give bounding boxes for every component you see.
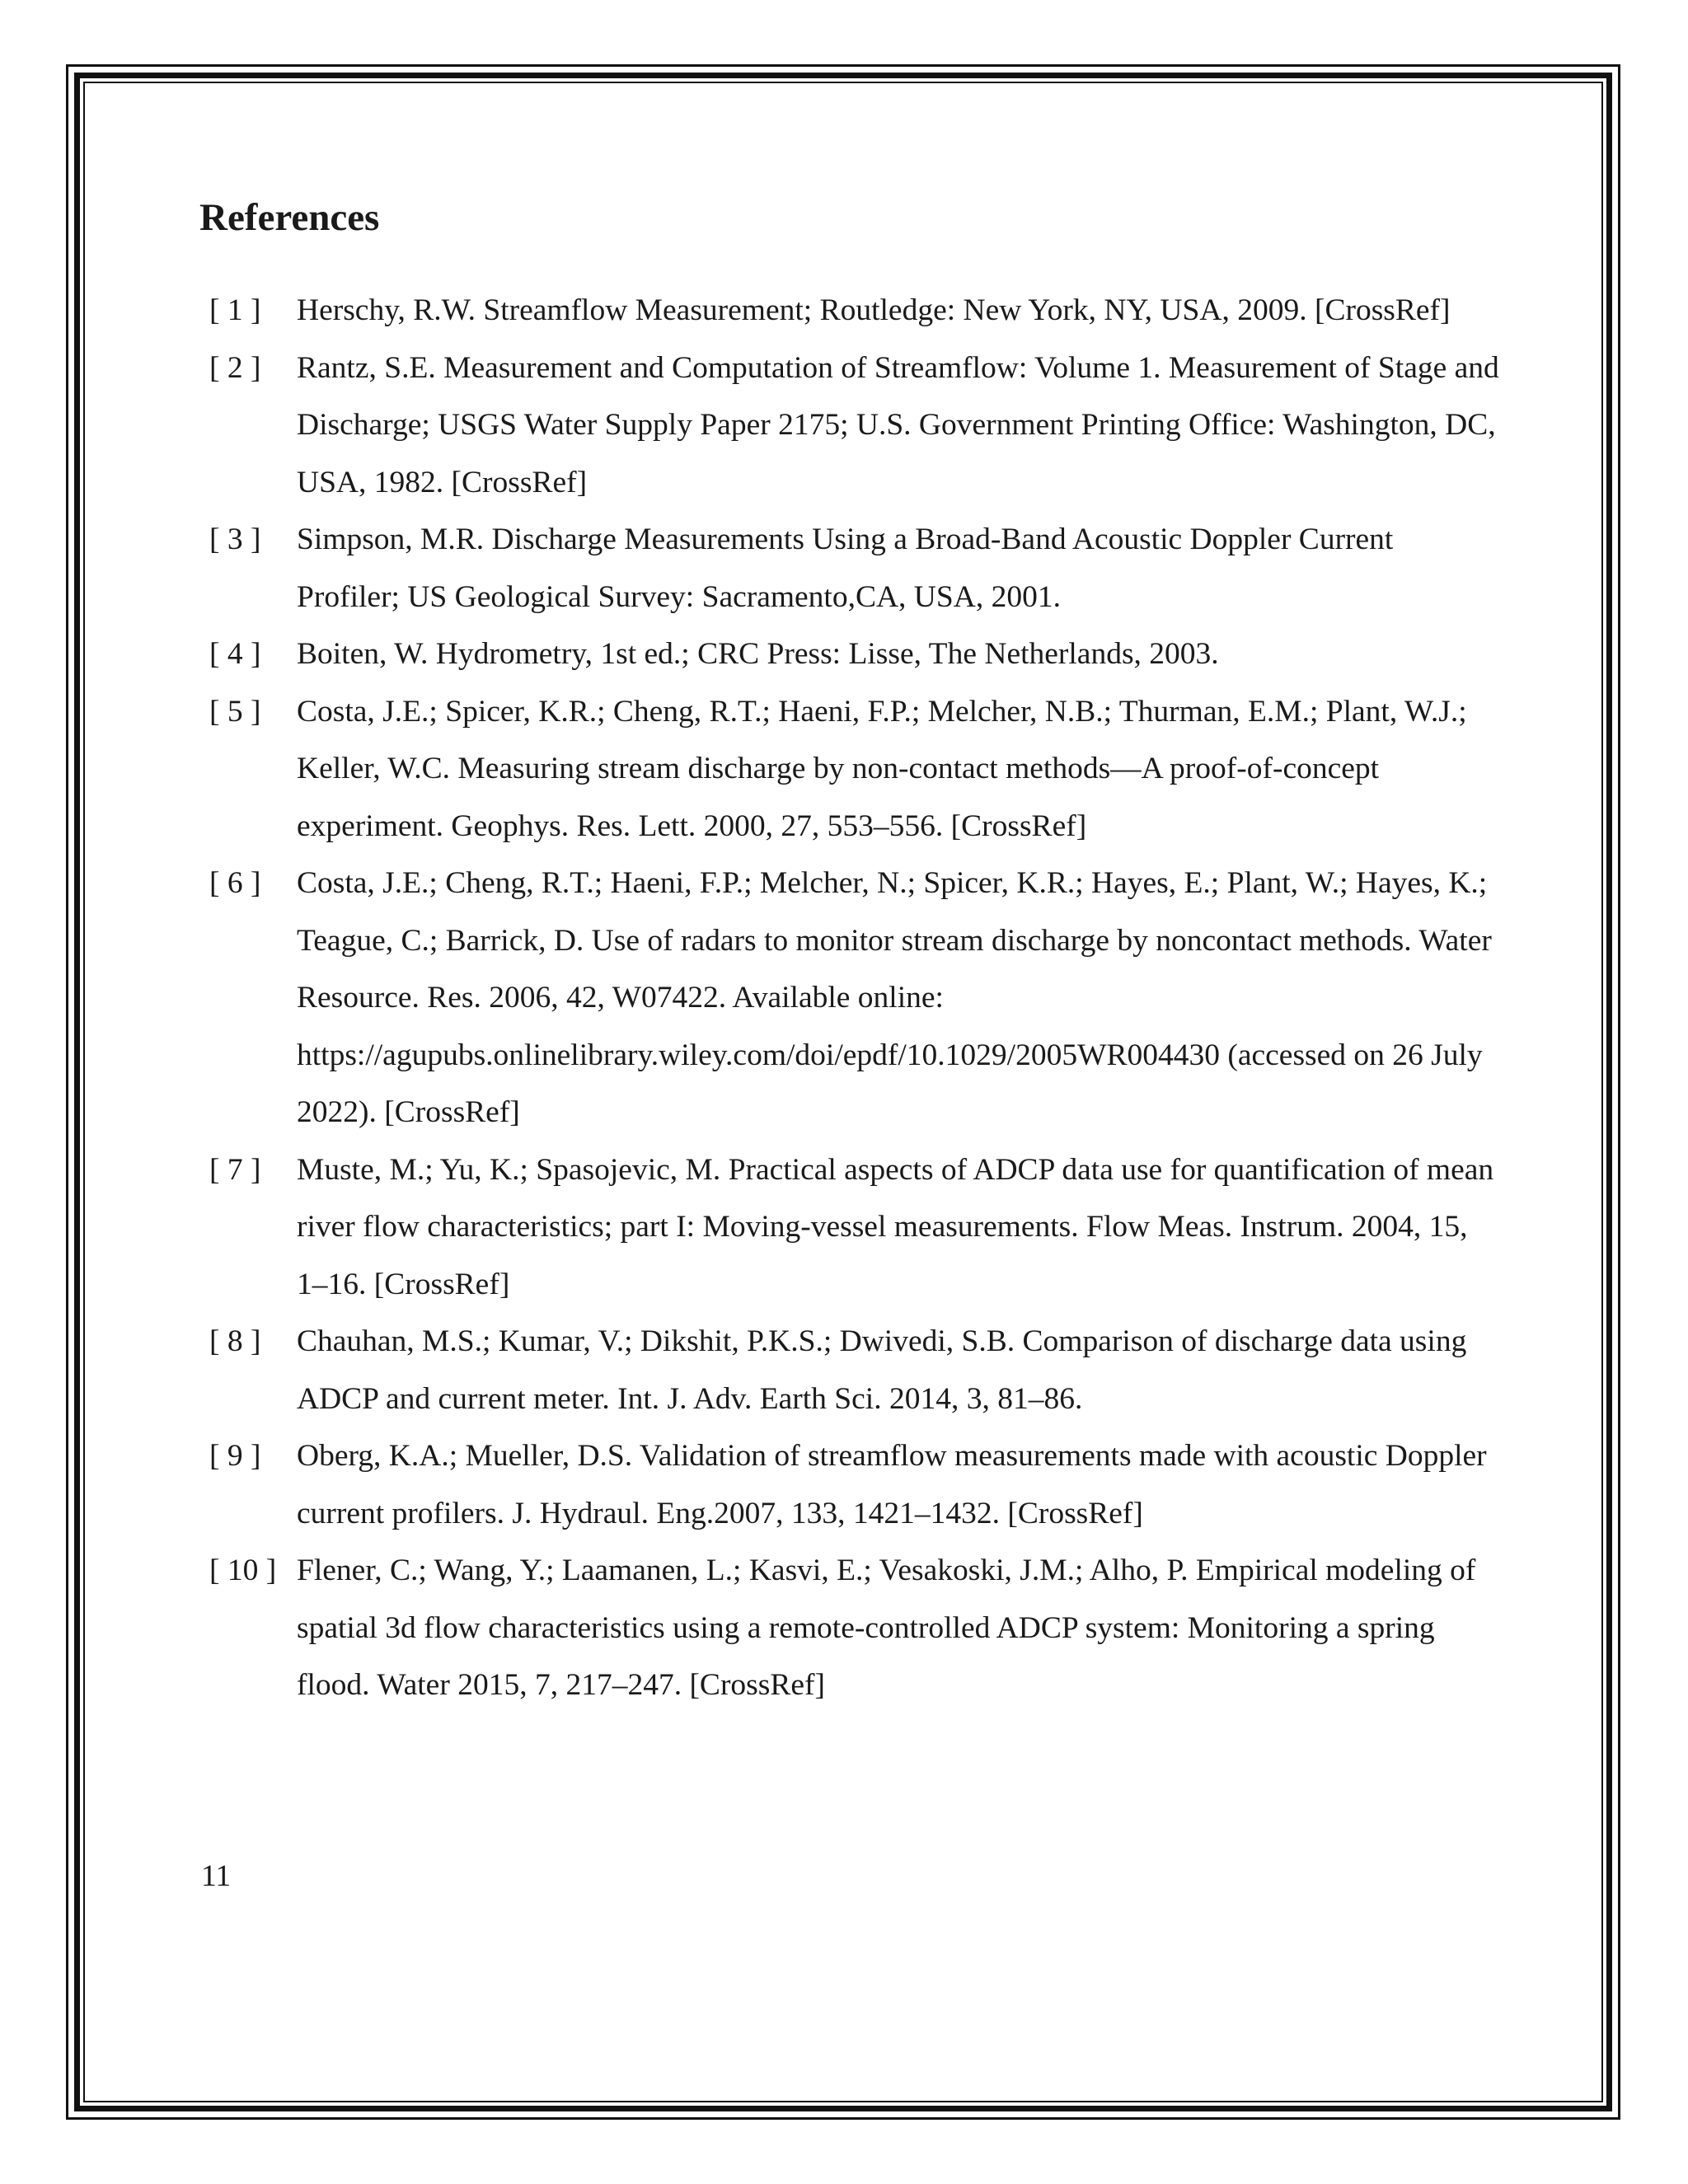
reference-text: Costa, J.E.; Cheng, R.T.; Haeni, F.P.; Melcher, N.; Spicer, K.R.; Hayes, E.; Plant, W.; Hayes, K.; Teague, C.; Barrick, D. Use of radars to monitor stream discharge by noncontact methods. Water Resource. Res. 2006, 42, W07422. Available online: https://agupubs.onlinelibrary.wiley.com/doi/epdf/10.1029/2005WR004430 (accessed on 26 July 2022). [CrossRef] [297,866,1492,1129]
reference-number: [ 3 ] [209,523,261,556]
reference-number: [ 6 ] [209,866,261,900]
reference-item-8 [199,1313,1502,1427]
reference-item-10 [199,1542,1502,1714]
reference-item-5 [199,683,1502,855]
page-number: 11 [201,1859,232,1893]
reference-text: Chauhan, M.S.; Kumar, V.; Dikshit, P.K.S.; Dwivedi, S.B. Comparison of discharge data using ADCP and current meter. Int. J. Adv. Earth Sci. 2014, 3, 81–86. [297,1324,1467,1416]
reference-number: [ 7 ] [209,1152,261,1187]
page-title: References [199,196,380,239]
reference-number: [ 5 ] [209,694,261,729]
reference-item-1 [199,282,1502,340]
reference-number: [ 9 ] [209,1439,261,1473]
reference-text: Boiten, W. Hydrometry, 1st ed.; CRC Press: Lisse, The Netherlands, 2003. [297,637,1219,671]
reference-text: Rantz, S.E. Measurement and Computation of Streamflow: Volume 1. Measurement of Stage and Discharge; USGS Water Supply Paper 2175; U.S. Government Printing Office: Washington, DC, USA, 1982. [CrossRef] [297,350,1499,499]
reference-item-4 [199,626,1502,683]
reference-list [199,282,1502,1714]
reference-text: Simpson, M.R. Discharge Measurements Using a Broad-Band Acoustic Doppler Current Profiler; US Geological Survey: Sacramento,CA, USA, 2001. [297,523,1394,614]
reference-item-3 [199,511,1502,626]
reference-text: Oberg, K.A.; Mueller, D.S. Validation of streamflow measurements made with acoustic Doppler current profilers. J. Hydraul. Eng.2007, 133, 1421–1432. [CrossRef] [297,1439,1487,1530]
reference-text: Costa, J.E.; Spicer, K.R.; Cheng, R.T.; Haeni, F.P.; Melcher, N.B.; Thurman, E.M.; Plant, W.J.; Keller, W.C. Measuring stream discharge by non-contact methods—A proof-of-concept experiment. Geophys. Res. Lett. 2000, 27, 553–556. [CrossRef] [297,694,1467,843]
reference-text: Herschy, R.W. Streamflow Measurement; Routledge: New York, NY, USA, 2009. [CrossRef] [297,293,1451,327]
reference-item-7 [199,1141,1502,1314]
reference-item-2 [199,340,1502,512]
reference-text: Muste, M.; Yu, K.; Spasojevic, M. Practical aspects of ADCP data use for quantification of mean river flow characteristics; part I: Moving-vessel measurements. Flow Meas. Instrum. 2004, 15, 1–16. [CrossRef] [297,1152,1494,1301]
reference-number: [ 8 ] [209,1324,261,1358]
reference-number: [ 2 ] [209,350,261,385]
reference-text: Flener, C.; Wang, Y.; Laamanen, L.; Kasvi, E.; Vesakoski, J.M.; Alho, P. Empirical modeling of spatial 3d flow characteristics using a remote-controlled ADCP system: Monitoring a spring flood. Water 2015, 7, 217–247. [CrossRef] [297,1554,1476,1702]
reference-number: [ 1 ] [209,293,261,327]
reference-number: [ 4 ] [209,637,261,671]
reference-item-6 [199,855,1502,1141]
reference-item-9 [199,1427,1502,1542]
reference-number: [ 10 ] [209,1554,277,1587]
